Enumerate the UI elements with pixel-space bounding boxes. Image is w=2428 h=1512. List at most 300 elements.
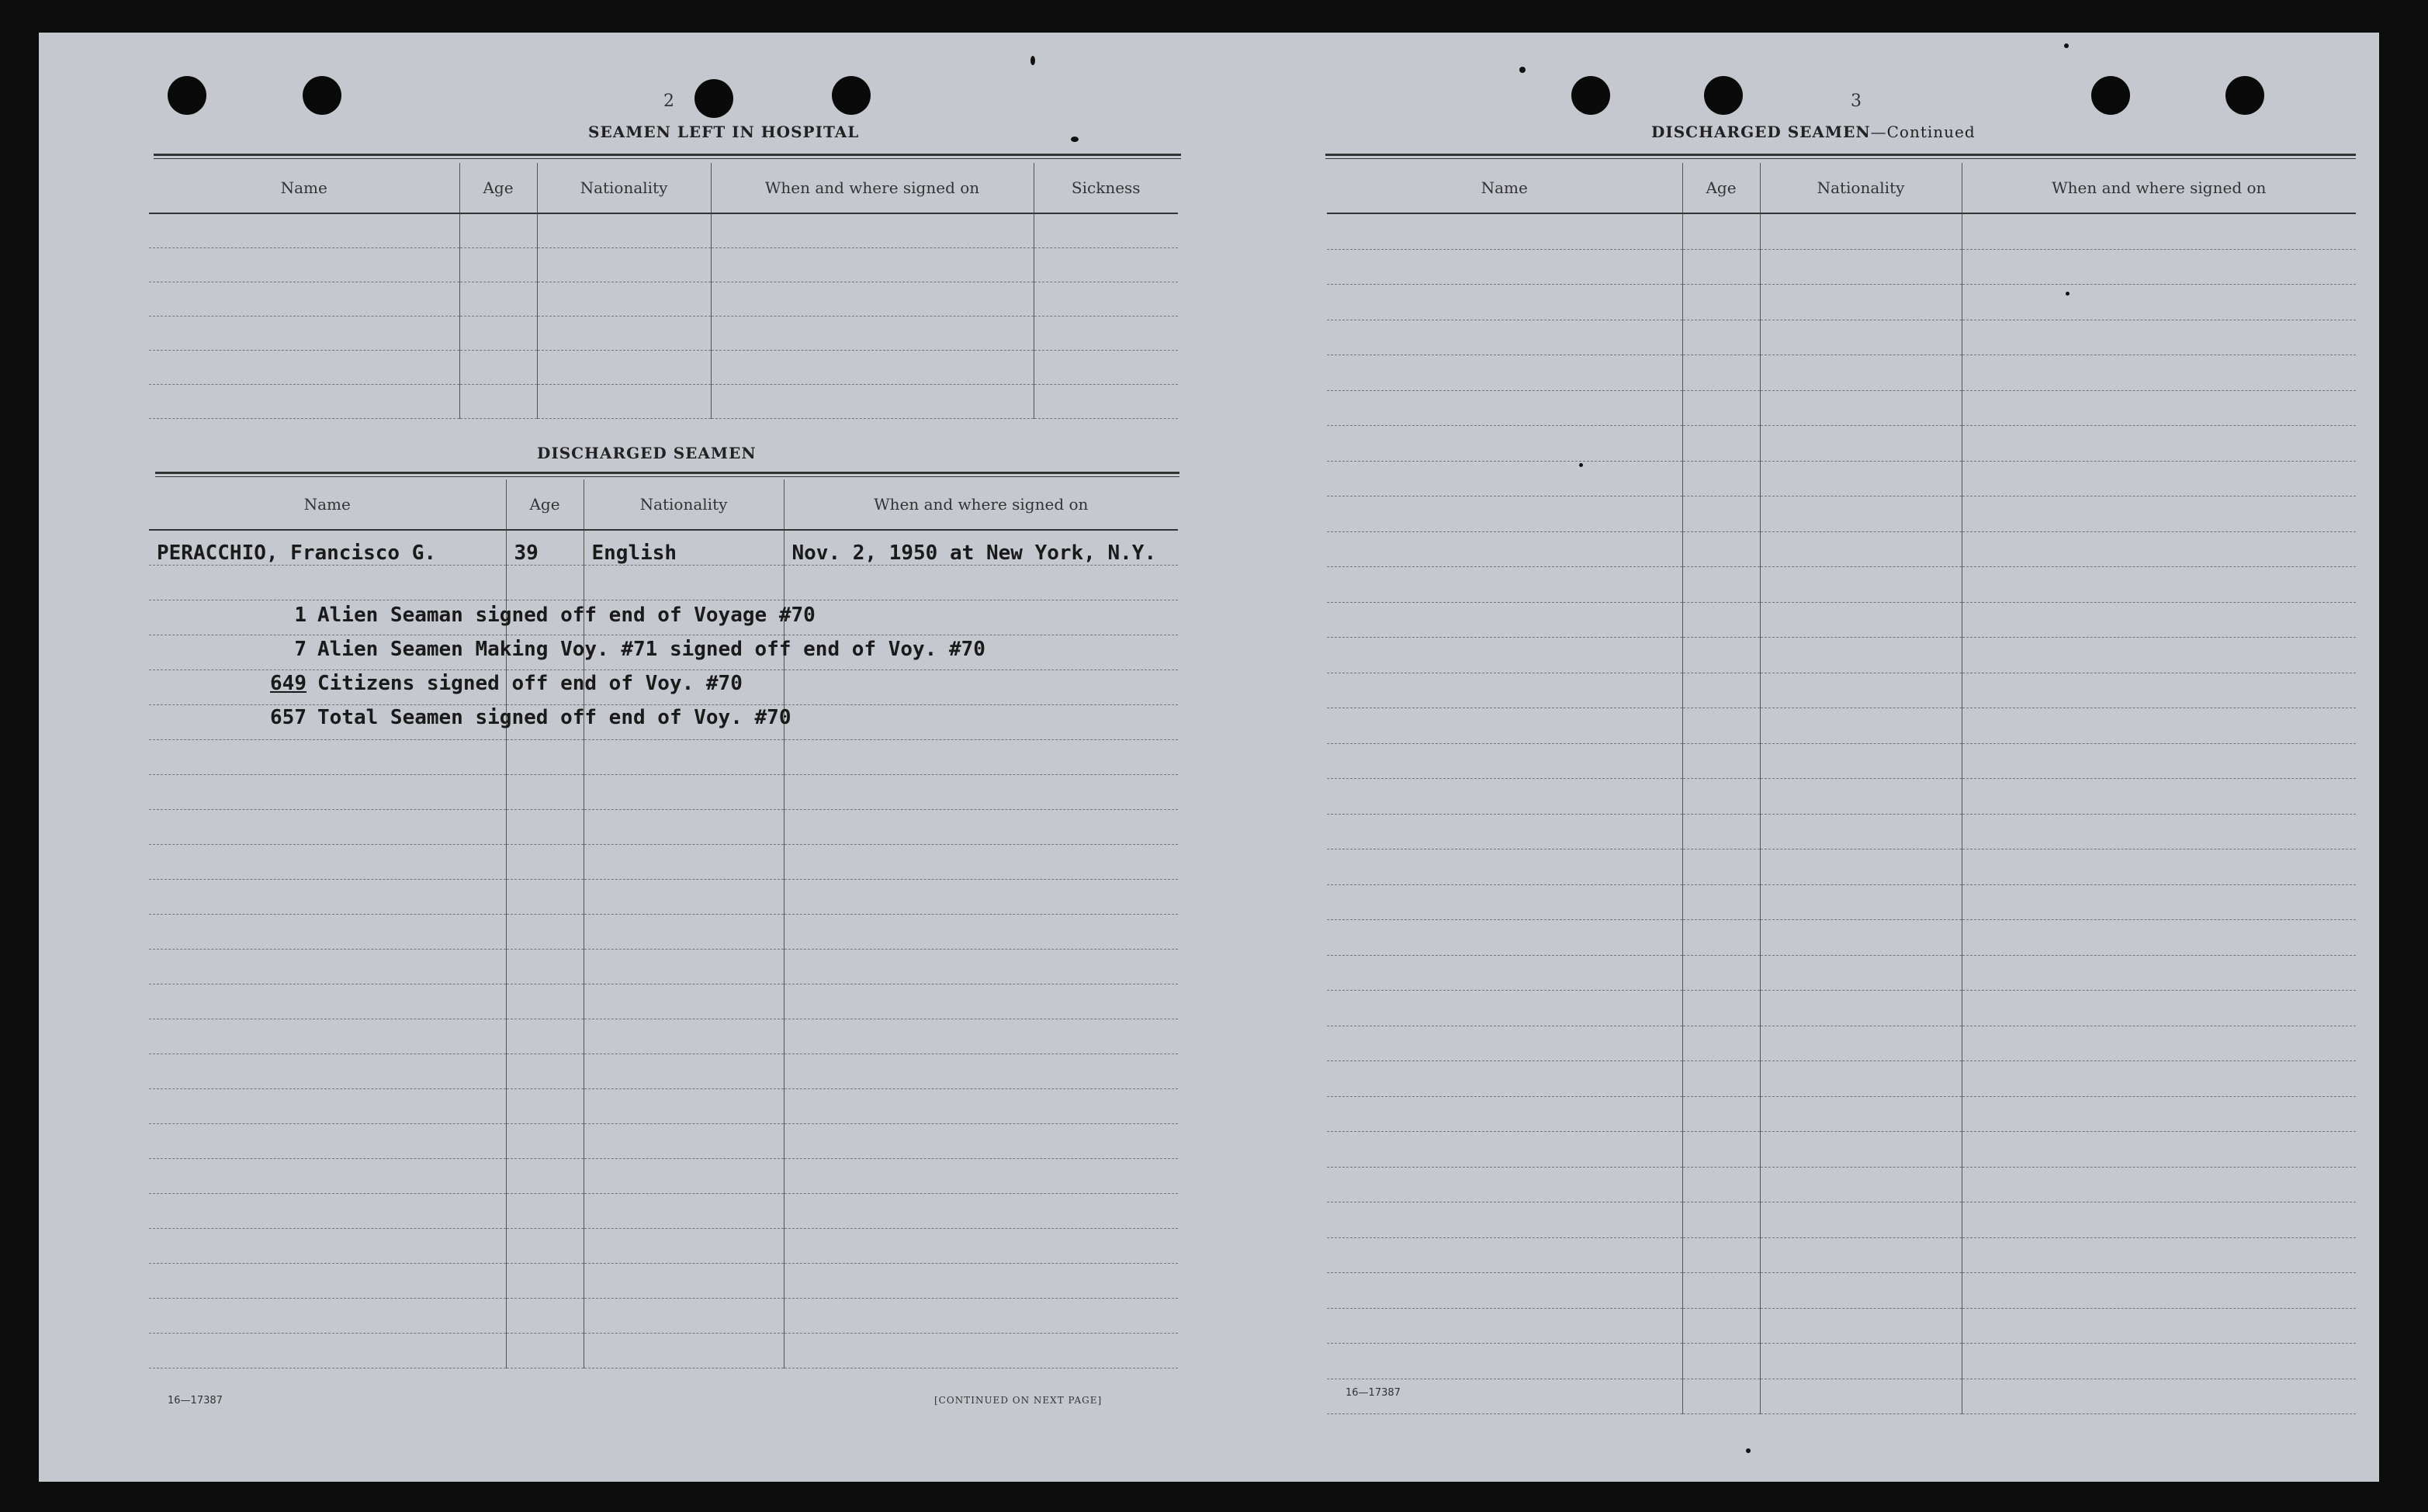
blank-cell — [1760, 426, 1962, 462]
blank-cell — [1962, 249, 2356, 285]
blank-cell — [584, 1089, 784, 1124]
blank-cell — [1962, 567, 2356, 603]
blank-cell — [506, 915, 584, 950]
table-cell — [711, 248, 1034, 282]
blank-cell — [506, 984, 584, 1019]
blank-cell — [1327, 779, 1682, 815]
blank-cell — [1327, 390, 1682, 426]
punch-hole — [832, 76, 871, 115]
blank-cell — [149, 1229, 506, 1264]
blank-cell — [1962, 1344, 2356, 1379]
blank-cell — [1682, 531, 1760, 567]
blank-cell — [1760, 1167, 1962, 1202]
blank-row — [1327, 426, 2356, 462]
table-cell: PERACCHIO, Francisco G. — [149, 530, 506, 566]
blank-row — [1327, 955, 2356, 991]
blank-row — [1327, 497, 2356, 532]
blank-cell — [784, 705, 1178, 740]
blank-row — [1327, 1061, 2356, 1097]
blank-row — [149, 1054, 1178, 1089]
blank-cell — [1760, 461, 1962, 497]
blank-cell — [1962, 531, 2356, 567]
blank-cell — [584, 566, 784, 600]
discharged-continued-title — [1651, 123, 1976, 141]
column-header: When and where signed on — [711, 163, 1034, 213]
blank-cell — [1682, 1061, 1760, 1097]
blank-cell — [1682, 426, 1760, 462]
table-cell — [537, 213, 711, 248]
blank-cell — [1760, 1132, 1962, 1168]
blank-cell — [1760, 814, 1962, 849]
table-row — [149, 385, 1178, 419]
ink-speck — [2064, 43, 2069, 48]
table-row — [149, 317, 1178, 351]
blank-cell — [1962, 1132, 2356, 1168]
table-cell — [149, 248, 459, 282]
blank-cell — [149, 810, 506, 845]
blank-cell — [1760, 1061, 1962, 1097]
blank-cell — [1962, 955, 2356, 991]
blank-row — [1327, 1026, 2356, 1061]
summary-line — [182, 638, 985, 661]
blank-row — [149, 1019, 1178, 1054]
punch-hole — [2225, 76, 2264, 115]
blank-cell — [1682, 567, 1760, 603]
blank-cell — [784, 810, 1178, 845]
blank-row — [1327, 1344, 2356, 1379]
blank-row — [1327, 531, 2356, 567]
blank-cell — [1327, 1061, 1682, 1097]
blank-row — [1327, 849, 2356, 885]
column-header: Sickness — [1034, 163, 1178, 213]
blank-cell — [1962, 1096, 2356, 1132]
blank-cell — [1327, 1308, 1682, 1344]
blank-cell — [784, 845, 1178, 880]
blank-row — [149, 566, 1178, 600]
blank-cell — [584, 775, 784, 810]
punch-hole — [1571, 76, 1610, 115]
blank-cell — [784, 566, 1178, 600]
blank-cell — [1327, 849, 1682, 885]
column-header: Nationality — [537, 163, 711, 213]
table-cell — [459, 248, 537, 282]
blank-cell — [1327, 673, 1682, 708]
blank-cell — [1327, 1167, 1682, 1202]
blank-row — [149, 1264, 1178, 1299]
blank-row — [1327, 673, 2356, 708]
blank-cell — [1760, 355, 1962, 391]
blank-row — [1327, 1096, 2356, 1132]
blank-cell — [1327, 285, 1682, 320]
page-number: 2 — [663, 92, 674, 111]
blank-cell — [1962, 638, 2356, 673]
blank-cell — [1682, 991, 1760, 1026]
blank-cell — [1682, 1096, 1760, 1132]
blank-cell — [1327, 1237, 1682, 1273]
blank-cell — [1760, 1273, 1962, 1309]
blank-cell — [1682, 249, 1760, 285]
blank-cell — [149, 566, 506, 600]
blank-cell — [149, 915, 506, 950]
blank-cell — [1760, 638, 1962, 673]
ink-speck — [1030, 56, 1035, 65]
summary-text: Total Seamen signed off end of Voy. #70 — [317, 706, 791, 729]
blank-cell — [584, 984, 784, 1019]
blank-row — [149, 950, 1178, 984]
blank-cell — [1327, 991, 1682, 1026]
blank-row — [149, 984, 1178, 1019]
blank-cell — [1760, 1379, 1962, 1414]
blank-cell — [1327, 743, 1682, 779]
ink-speck — [1746, 1448, 1751, 1453]
blank-cell — [584, 1019, 784, 1054]
blank-row — [149, 1194, 1178, 1229]
manifest-sheet — [39, 33, 2379, 1482]
blank-cell — [149, 1019, 506, 1054]
blank-cell — [1760, 1237, 1962, 1273]
table-cell: 39 — [506, 530, 584, 566]
blank-cell — [149, 880, 506, 915]
blank-cell — [1760, 213, 1962, 249]
blank-cell — [149, 1334, 506, 1368]
ink-speck — [1071, 137, 1079, 142]
blank-cell — [784, 775, 1178, 810]
blank-row — [1327, 991, 2356, 1026]
column-header: Name — [149, 163, 459, 213]
table-cell — [149, 317, 459, 351]
blank-row — [149, 1299, 1178, 1334]
blank-cell — [584, 740, 784, 775]
blank-row — [1327, 884, 2356, 920]
blank-cell — [1682, 849, 1760, 885]
table-row — [149, 351, 1178, 385]
blank-cell — [784, 1054, 1178, 1089]
blank-cell — [1760, 249, 1962, 285]
blank-cell — [1682, 390, 1760, 426]
blank-cell — [1760, 1308, 1962, 1344]
blank-row — [1327, 1202, 2356, 1238]
blank-row — [149, 845, 1178, 880]
discharged-continued-table — [1327, 163, 2356, 1414]
blank-cell — [1760, 285, 1962, 320]
blank-cell — [1327, 1132, 1682, 1168]
blank-cell — [1962, 461, 2356, 497]
blank-cell — [149, 1299, 506, 1334]
blank-cell — [506, 1229, 584, 1264]
blank-cell — [784, 600, 1178, 635]
blank-cell — [1760, 320, 1962, 355]
blank-cell — [149, 1194, 506, 1229]
blank-cell — [1962, 1379, 2356, 1414]
blank-cell — [149, 1089, 506, 1124]
blank-cell — [1327, 320, 1682, 355]
blank-row — [149, 810, 1178, 845]
blank-row — [1327, 602, 2356, 638]
blank-cell — [1760, 531, 1962, 567]
blank-cell — [506, 740, 584, 775]
blank-cell — [1760, 1202, 1962, 1238]
blank-cell — [1760, 779, 1962, 815]
form-code: 16—17387 — [1346, 1387, 1401, 1399]
blank-cell — [1327, 213, 1682, 249]
blank-cell — [1682, 461, 1760, 497]
table-cell — [711, 385, 1034, 419]
blank-row — [1327, 1132, 2356, 1168]
blank-cell — [1962, 390, 2356, 426]
blank-cell — [1327, 955, 1682, 991]
summary-count: 657 — [270, 706, 307, 729]
blank-cell — [784, 984, 1178, 1019]
blank-cell — [1327, 1096, 1682, 1132]
blank-cell — [506, 1264, 584, 1299]
punch-hole — [694, 79, 733, 118]
blank-cell — [506, 1334, 584, 1368]
punch-hole — [2091, 76, 2130, 115]
column-header: When and where signed on — [1962, 163, 2356, 213]
blank-cell — [784, 1264, 1178, 1299]
blank-cell — [506, 950, 584, 984]
table-cell — [1034, 282, 1178, 317]
column-header: Name — [1327, 163, 1682, 213]
blank-cell — [1760, 673, 1962, 708]
blank-cell — [584, 950, 784, 984]
blank-cell — [584, 1194, 784, 1229]
blank-cell — [584, 810, 784, 845]
blank-cell — [149, 845, 506, 880]
blank-cell — [1327, 884, 1682, 920]
blank-row — [149, 1334, 1178, 1368]
blank-cell — [1327, 1344, 1682, 1379]
summary-line — [182, 604, 816, 627]
blank-cell — [1962, 708, 2356, 744]
blank-cell — [1327, 426, 1682, 462]
blank-cell — [1682, 743, 1760, 779]
blank-cell — [584, 845, 784, 880]
table-cell — [711, 282, 1034, 317]
table-cell — [459, 385, 537, 419]
blank-row — [149, 1089, 1178, 1124]
blank-cell — [506, 1194, 584, 1229]
table-cell — [459, 282, 537, 317]
blank-cell — [1327, 1273, 1682, 1309]
blank-cell — [1327, 461, 1682, 497]
blank-cell — [784, 1019, 1178, 1054]
blank-cell — [1760, 390, 1962, 426]
column-header: Age — [459, 163, 537, 213]
blank-cell — [1962, 1273, 2356, 1309]
blank-row — [1327, 1379, 2356, 1414]
blank-cell — [1327, 249, 1682, 285]
table-cell — [149, 351, 459, 385]
table-cell — [1034, 213, 1178, 248]
blank-cell — [1962, 743, 2356, 779]
blank-cell — [1962, 213, 2356, 249]
blank-cell — [506, 880, 584, 915]
blank-cell — [506, 566, 584, 600]
blank-cell — [784, 1124, 1178, 1159]
table-cell — [149, 282, 459, 317]
table-cell — [149, 213, 459, 248]
blank-cell — [1327, 567, 1682, 603]
blank-cell — [506, 810, 584, 845]
table-cell — [1034, 248, 1178, 282]
blank-cell — [506, 845, 584, 880]
hospital-table — [149, 163, 1178, 419]
blank-cell — [149, 1264, 506, 1299]
blank-cell — [1760, 1344, 1962, 1379]
blank-cell — [1962, 814, 2356, 849]
blank-row — [149, 775, 1178, 810]
form-code: 16—17387 — [168, 1395, 223, 1406]
blank-cell — [1682, 602, 1760, 638]
table-cell — [459, 317, 537, 351]
blank-cell — [1682, 1202, 1760, 1238]
table-cell: Nov. 2, 1950 at New York, N.Y. — [784, 530, 1178, 566]
blank-cell — [1682, 814, 1760, 849]
page-number: 3 — [1851, 92, 1862, 111]
continued-suffix: —Continued — [1870, 123, 1976, 141]
blank-cell — [784, 1194, 1178, 1229]
blank-cell — [1760, 602, 1962, 638]
blank-cell — [584, 1159, 784, 1194]
blank-cell — [1682, 708, 1760, 744]
summary-count: 649 — [270, 672, 307, 695]
table-cell — [537, 317, 711, 351]
blank-cell — [1962, 497, 2356, 532]
blank-cell — [1682, 1132, 1760, 1168]
blank-row — [1327, 1273, 2356, 1309]
blank-cell — [506, 1124, 584, 1159]
table-cell — [711, 213, 1034, 248]
blank-cell — [506, 1054, 584, 1089]
blank-cell — [506, 1089, 584, 1124]
blank-cell — [1962, 849, 2356, 885]
blank-cell — [1327, 602, 1682, 638]
table-cell — [711, 317, 1034, 351]
blank-cell — [1760, 991, 1962, 1026]
column-header: When and where signed on — [784, 479, 1178, 530]
blank-cell — [1682, 920, 1760, 956]
column-header: Age — [506, 479, 584, 530]
blank-cell — [1682, 955, 1760, 991]
blank-cell — [1760, 849, 1962, 885]
blank-cell — [506, 1019, 584, 1054]
blank-cell — [1327, 920, 1682, 956]
blank-cell — [1682, 1237, 1760, 1273]
blank-cell — [149, 950, 506, 984]
summary-line — [182, 706, 791, 729]
table-cell — [459, 351, 537, 385]
blank-row — [1327, 1167, 2356, 1202]
blank-cell — [1682, 285, 1760, 320]
blank-cell — [784, 1089, 1178, 1124]
continued-note: [CONTINUED ON NEXT PAGE] — [934, 1395, 1103, 1406]
summary-line — [182, 672, 743, 695]
blank-cell — [784, 1159, 1178, 1194]
blank-cell — [1327, 708, 1682, 744]
blank-cell — [784, 670, 1178, 705]
blank-cell — [1327, 1026, 1682, 1061]
blank-row — [1327, 461, 2356, 497]
section-title-text: DISCHARGED SEAMEN — [1651, 123, 1871, 141]
table-cell — [1034, 317, 1178, 351]
table-cell — [1034, 385, 1178, 419]
blank-cell — [1962, 1237, 2356, 1273]
blank-cell — [1682, 320, 1760, 355]
blank-cell — [784, 880, 1178, 915]
blank-cell — [506, 775, 584, 810]
blank-cell — [1962, 1026, 2356, 1061]
blank-row — [1327, 567, 2356, 603]
blank-cell — [1962, 779, 2356, 815]
blank-row — [1327, 743, 2356, 779]
blank-row — [1327, 355, 2356, 391]
blank-cell — [584, 1054, 784, 1089]
table-row — [149, 530, 1178, 566]
blank-cell — [584, 1124, 784, 1159]
summary-text: Citizens signed off end of Voy. #70 — [317, 672, 743, 695]
blank-cell — [1962, 884, 2356, 920]
blank-cell — [784, 740, 1178, 775]
blank-row — [1327, 814, 2356, 849]
blank-cell — [1682, 638, 1760, 673]
summary-count: 1 — [294, 604, 307, 627]
blank-cell — [149, 740, 506, 775]
blank-row — [1327, 920, 2356, 956]
blank-cell — [1962, 673, 2356, 708]
table-cell — [711, 351, 1034, 385]
blank-cell — [1682, 1167, 1760, 1202]
punch-hole — [1704, 76, 1743, 115]
blank-row — [149, 915, 1178, 950]
table-cell — [537, 282, 711, 317]
blank-row — [149, 1229, 1178, 1264]
blank-cell — [784, 1299, 1178, 1334]
blank-cell — [584, 1229, 784, 1264]
blank-cell — [1760, 743, 1962, 779]
blank-cell — [784, 915, 1178, 950]
blank-cell — [1760, 1096, 1962, 1132]
blank-cell — [1962, 320, 2356, 355]
punch-hole — [303, 76, 341, 115]
blank-cell — [149, 1124, 506, 1159]
ink-speck — [1519, 67, 1526, 73]
blank-cell — [1682, 1308, 1760, 1344]
blank-cell — [784, 1334, 1178, 1368]
blank-row — [1327, 1237, 2356, 1273]
blank-cell — [506, 1159, 584, 1194]
blank-cell — [1962, 426, 2356, 462]
blank-cell — [1962, 355, 2356, 391]
table-cell — [537, 248, 711, 282]
blank-row — [1327, 638, 2356, 673]
double-rule — [1325, 154, 2356, 159]
column-header: Nationality — [1760, 163, 1962, 213]
blank-cell — [1327, 814, 1682, 849]
table-row — [149, 248, 1178, 282]
column-header: Age — [1682, 163, 1760, 213]
summary-text: Alien Seaman signed off end of Voyage #70 — [317, 604, 816, 627]
blank-cell — [1327, 1202, 1682, 1238]
blank-cell — [1962, 1061, 2356, 1097]
blank-cell — [1682, 213, 1760, 249]
blank-cell — [1682, 355, 1760, 391]
blank-cell — [149, 1159, 506, 1194]
blank-row — [1327, 213, 2356, 249]
blank-cell — [1760, 497, 1962, 532]
blank-cell — [1327, 531, 1682, 567]
blank-cell — [1682, 1344, 1760, 1379]
